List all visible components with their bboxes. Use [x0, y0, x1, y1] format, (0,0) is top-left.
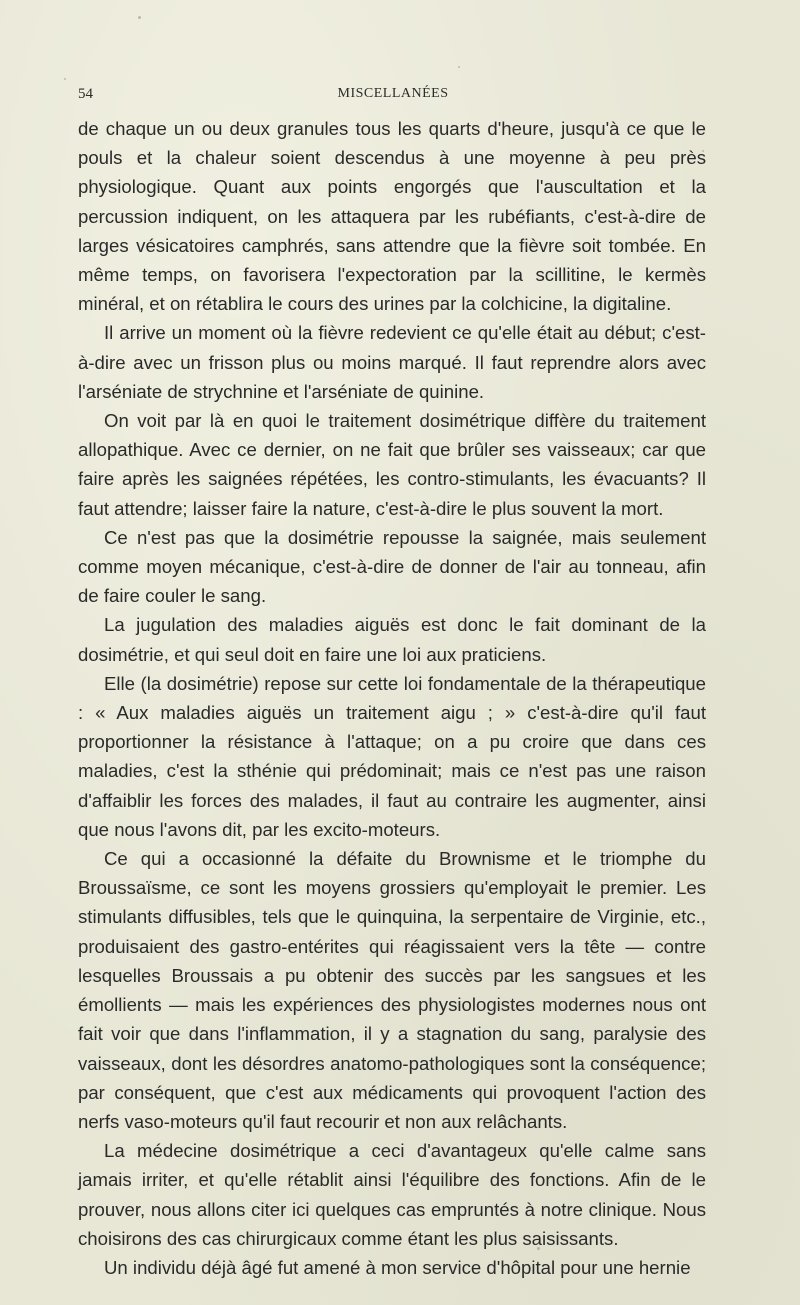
paragraph-1: de chaque un ou deux granules tous les quarts d'heure, jusqu'à ce que le pouls et la chaleur soient descendus à une moyenne à peu près physiologique. Quant aux points engorgés que l'auscultation et la percussion indiquent, on les attaquera par les rubéfiants, c'est-à-dire de larges vésicatoires camphrés, sans attendre que la fièvre soit tombée. En même temps, on favorisera l'expectoration par la scillitine, le kermès minéral, et on rétablira le cours des urines par la colchicine, la digitaline.	[78, 118, 706, 315]
paragraph-6: Elle (la dosimétrie) repose sur cette loi fondamentale de la thérapeutique : « Aux maladies aiguës un traitement aigu ; » c'est-à-dire qu'il faut proportionner la résistance à l'attaque; on a pu croire que dans ces maladies, c'est la sthénie qui prédominait; mais ce n'est pas une raison d'affaiblir les forces des malades, il faut au contraire les augmenter, ainsi que nous l'avons dit, par les excito-moteurs.	[78, 672, 706, 840]
page-number: 54	[78, 86, 93, 102]
paragraph-3: On voit par là en quoi le traitement dosimétrique diffère du traitement allopathique. Avec ce dernier, on ne fait que brûler ses vaisseaux; car que faire après les saignées répétées, les contro-stimulants, les évacuants? Il faut attendre; laisser faire la nature, c'est-à-dire le plus souvent la mort.	[78, 410, 706, 519]
paragraph-4: Ce n'est pas que la dosimétrie repousse la saignée, mais seulement comme moyen mécanique, c'est-à-dire de donner de l'air au tonneau, afin de faire couler le sang.	[78, 526, 706, 607]
paragraph-9: Un individu déjà âgé fut amené à mon service d'hôpital pour une hernie	[104, 1256, 691, 1278]
running-header	[78, 86, 708, 108]
running-title: MISCELLANÉES	[337, 86, 449, 101]
paragraph-7: Ce qui a occasionné la défaite du Brownisme et le triomphe du Broussaïsme, ce sont les moyens grossiers qu'employait le premier. Les stimulants diffusibles, tels que le quinquina, la serpentaire de Virginie, etc., produisaient des gastro-entérites qui réagissaient vers la tête — contre lesquelles Broussais a pu obtenir des succès par les sangsues et les émollients — mais les expériences des physiologistes modernes nous ont fait voir que dans l'inflammation, il y a stagnation du sang, paralysie des vaisseaux, dont les désordres anatomo-pathologiques sont la conséquence; par conséquent, que c'est aux médicaments qui provoquent l'action des nerfs vaso-moteurs qu'il faut recourir et non aux relâchants.	[78, 848, 706, 1132]
body-text	[78, 114, 706, 1282]
paragraph-8: La médecine dosimétrique a ceci d'avantageux qu'elle calme sans jamais irriter, et qu'elle rétablit ainsi l'équilibre des fonctions. Afin de le prouver, nous allons citer ici quelques cas empruntés à notre clinique. Nous choisirons des cas chirurgicaux comme étant les plus saisissants.	[78, 1140, 706, 1249]
paragraph-2: Il arrive un moment où la fièvre redevient ce qu'elle était au début; c'est-à-dire avec un frisson plus ou moins marqué. Il faut reprendre alors avec l'arséniate de strychnine et l'arséniate de quinine.	[78, 322, 706, 402]
paragraph-5: La jugulation des maladies aiguës est donc le fait dominant de la dosimétrie, et qui seul doit en faire une loi aux praticiens.	[78, 614, 706, 665]
